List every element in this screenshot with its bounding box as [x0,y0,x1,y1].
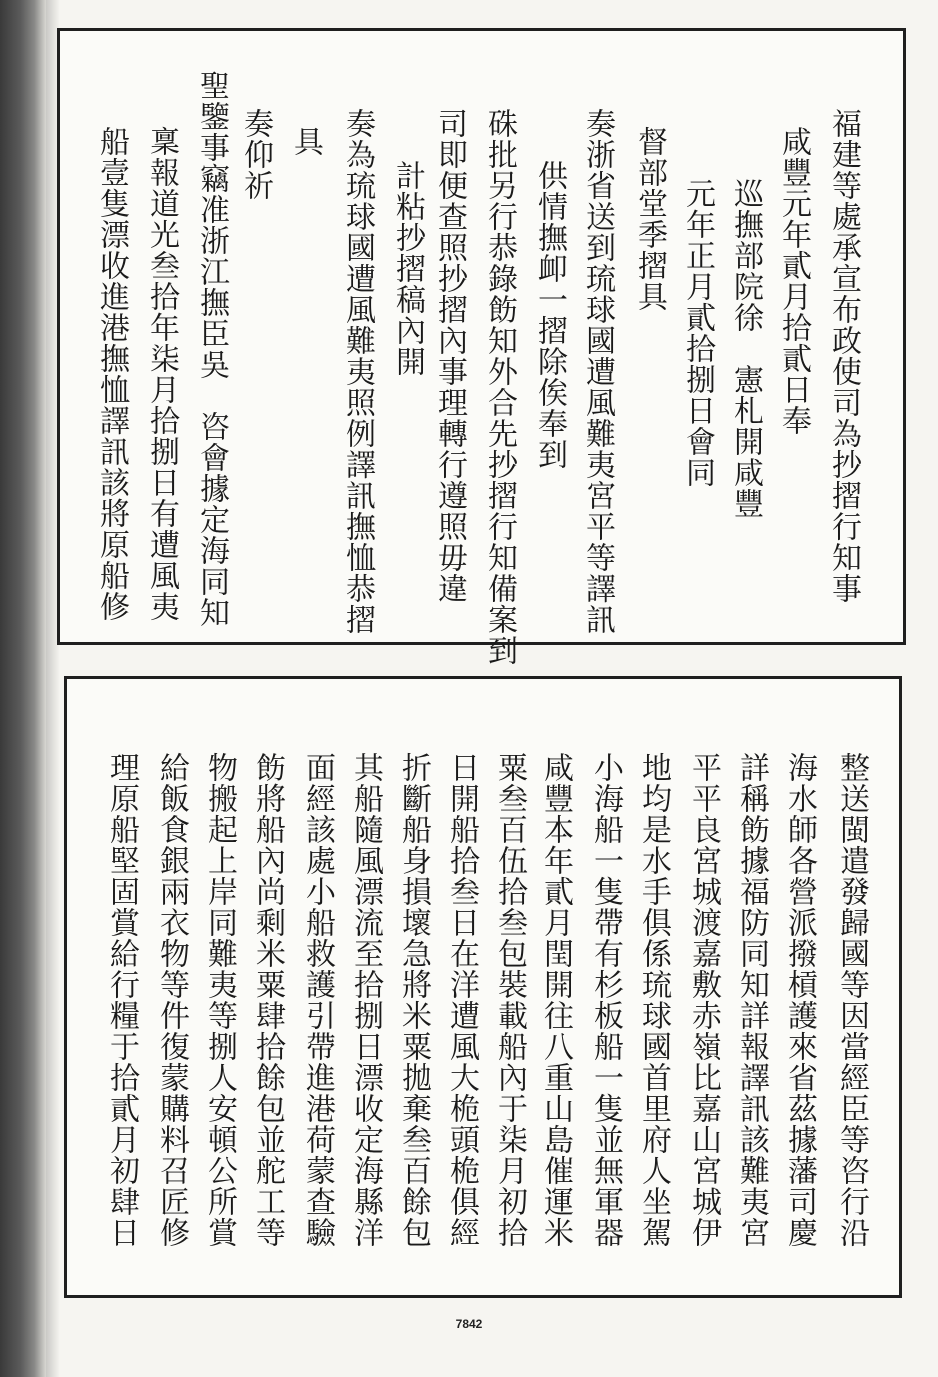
bottom-text-column: 給飯食銀兩衣物等件復蒙購料召匠修 [154,752,189,1248]
page-number: 7842 [455,1317,483,1331]
bottom-text-column: 粟叁百伍拾叁包裝載船內于柒月初拾 [492,752,527,1248]
bottom-text-column: 面經該處小船救護引帶進港荷蒙查驗 [300,752,335,1248]
bottom-text-column: 其船隨風漂流至拾捌日漂收定海縣洋 [348,752,383,1248]
bottom-text-column: 小海船一隻帶有杉板船一隻並無軍器 [588,752,623,1248]
top-text-column: 具 [288,126,323,157]
bottom-text-column: 咸豐本年貳月閏開往八重山島催運米 [538,752,573,1248]
bottom-text-column: 物搬起上岸同難夷等捌人安頓公所賞 [202,752,237,1248]
bottom-text-column: 平平良宮城渡嘉敷赤嶺比嘉山宮城伊 [686,752,721,1248]
bottom-document-panel [64,676,902,1298]
top-text-column: 元年正月貳拾捌日會同 [680,178,715,488]
top-text-column: 司即便查照抄摺內事理轉行遵照毋違 [432,108,467,604]
bottom-text-column: 整送閩遣發歸國等因當經臣等咨行沿 [834,752,869,1248]
bottom-text-column: 理原船堅固賞給行糧于拾貳月初肆日 [104,752,139,1248]
bottom-text-column: 地均是水手俱係琉球國首里府人坐駕 [636,752,671,1248]
bottom-text-column: 海水師各營派撥槓護來省茲據藩司慶 [782,752,817,1248]
bottom-text-column: 詳稱飭據福防同知詳報譯訊該難夷宮 [734,752,769,1248]
top-text-column: 計粘抄摺稿內開 [390,160,425,377]
top-text-column: 奏浙省送到琉球國遭風難夷宮平等譯訊 [580,108,615,635]
top-text-column: 督部堂季摺具 [632,126,667,312]
top-text-column: 供情撫卹一摺除俟奉到 [532,160,567,470]
top-text-column: 福建等處承宣布政使司為抄摺行知事 [826,108,861,604]
top-text-column: 船壹隻漂收進港撫恤譯訊該將原船修 [94,126,129,622]
bottom-text-column: 折斷船身損壞急將米粟拋棄叁百餘包 [396,752,431,1248]
book-spine-shadow [0,0,46,1377]
top-text-column: 奏為琉球國遭風難夷照例譯訊撫恤恭摺 [340,108,375,635]
top-text-column: 聖鑒事竊准浙江撫臣吳 咨會據定海同知 [194,70,229,628]
top-text-column: 硃批另行恭錄飭知外合先抄摺行知備案到 [482,108,517,666]
bottom-text-column: 飭將船內尚剩米粟肆拾餘包並舵工等 [250,752,285,1248]
top-text-column: 稟報道光叁拾年柒月拾捌日有遭風夷 [144,126,179,622]
top-text-column: 咸豐元年貳月拾貳日奉 [776,126,811,436]
top-text-column: 巡撫部院徐 憲札開咸豐 [728,178,763,519]
top-text-column: 奏仰祈 [238,108,273,201]
bottom-text-column: 日開船拾叁日在洋遭風大桅頭桅俱經 [444,752,479,1248]
